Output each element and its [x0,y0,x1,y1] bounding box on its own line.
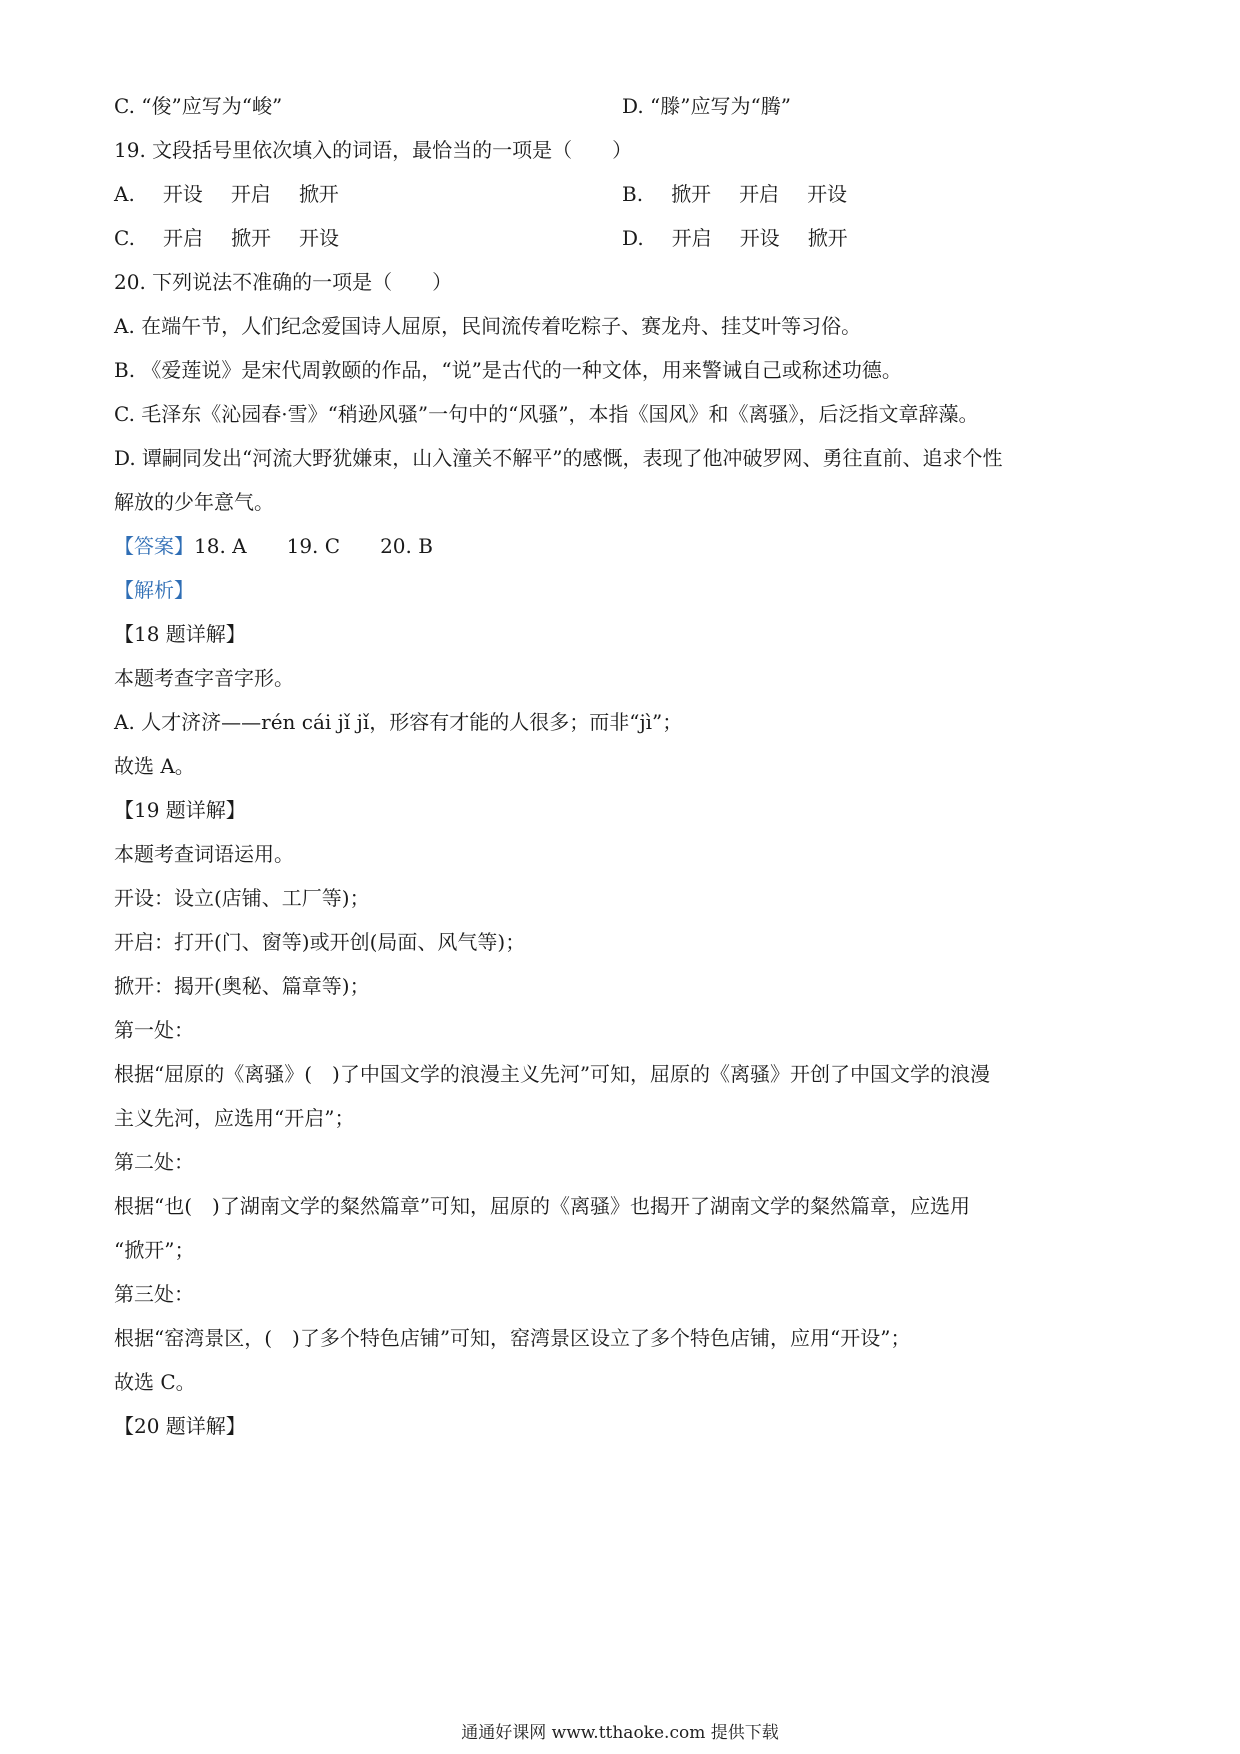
q20-stem: 20. 下列说法不准确的一项是（ ） [114,270,453,294]
detail-19-part-1-line-1: 根据“屈原的《离骚》( )了中国文学的浪漫主义先河”可知，屈原的《离骚》开创了中国文学的浪漫 [114,1062,991,1086]
option-word: 掀开 [671,182,712,206]
analysis-tag: 【解析】 [114,578,194,602]
q19-options-row-2 [114,224,1124,252]
q20-option-d-line-1: D. 谭嗣同发出“河流大野犹嫌束，山入潼关不解平”的感慨，表现了他冲破罗网、勇往直前、追求个性 [114,446,1003,470]
detail-19-part-2-line-1: 根据“也( )了湖南文学的粲然篇章”可知，屈原的《离骚》也揭开了湖南文学的粲然篇章，应选用 [114,1194,971,1218]
answer-item: 19. C [286,534,341,558]
detail-19-line-4: 掀开：揭开(奥秘、篇章等)； [114,974,370,998]
option-word: 开设 [298,226,339,250]
q19-option-c [114,224,339,252]
detail-19-part-2-line-2: “掀开”； [114,1238,195,1262]
answer-item: 18. A [194,534,247,558]
option-label: A. [114,182,135,206]
option-label: C. [114,226,135,250]
detail-19-line-1: 本题考查词语运用。 [114,842,294,866]
detail-19-line-3: 开启：打开(门、窗等)或开创(局面、风气等)； [114,930,526,954]
q20-option-d-line-2: 解放的少年意气。 [114,490,274,514]
q20-option-b: B. 《爱莲说》是宋代周敦颐的作品，“说”是古代的一种文体，用来警诫自己或称述功德。 [114,358,902,382]
option-word: 开设 [807,182,848,206]
q20-option-a: A. 在端午节，人们纪念爱国诗人屈原，民间流传着吃粽子、赛龙舟、挂艾叶等习俗。 [114,314,862,338]
detail-19-conclusion: 故选 C。 [114,1370,196,1394]
detail-18-line-2: A. 人才济济——rén cái jǐ jǐ，形容有才能的人很多；而非“jì”； [114,710,683,734]
option-label: B. [622,182,644,206]
answer-line [114,532,1124,560]
option-word: 开启 [230,182,271,206]
answer-tag: 【答案】 [114,534,194,558]
q18-option-d: D. “滕”应写为“腾” [622,94,791,118]
option-word: 掀开 [230,226,271,250]
detail-19-part-2-heading: 第二处： [114,1150,194,1174]
q20-option-c: C. 毛泽东《沁园春·雪》“稍逊风骚”一句中的“风骚”，本指《国风》和《离骚》，后泛指文章辞藻。 [114,402,979,426]
q19-options-row-1 [114,180,1124,208]
answer-item: 20. B [380,534,433,558]
q19-option-d [622,224,848,252]
detail-19-part-3-line-1: 根据“窑湾景区，( )了多个特色店铺”可知，窑湾景区设立了多个特色店铺，应用“开设”； [114,1326,911,1350]
option-word: 开设 [162,182,203,206]
option-word: 开设 [739,226,780,250]
q19-option-b [622,180,847,208]
detail-19-part-1-heading: 第一处： [114,1018,194,1042]
detail-20-title: 【20 题详解】 [114,1414,246,1438]
detail-18-line-1: 本题考查字音字形。 [114,666,294,690]
option-label: D. [622,226,644,250]
detail-19-part-1-line-2: 主义先河，应选用“开启”； [114,1106,355,1130]
detail-19-part-3-heading: 第三处： [114,1282,194,1306]
q18-option-c: C. “俊”应写为“峻” [114,94,283,118]
option-word: 开启 [162,226,203,250]
detail-19-line-2: 开设：设立(店铺、工厂等)； [114,886,370,910]
option-word: 掀开 [298,182,339,206]
q19-option-a [114,180,339,208]
option-word: 掀开 [807,226,848,250]
detail-18-line-3: 故选 A。 [114,754,195,778]
option-word: 开启 [739,182,780,206]
detail-19-title: 【19 题详解】 [114,798,246,822]
q19-stem: 19. 文段括号里依次填入的词语，最恰当的一项是（ ） [114,138,633,162]
page-footer: 通通好课网 www.tthaoke.com 提供下载 [461,1723,779,1743]
detail-18-title: 【18 题详解】 [114,622,246,646]
option-word: 开启 [671,226,712,250]
